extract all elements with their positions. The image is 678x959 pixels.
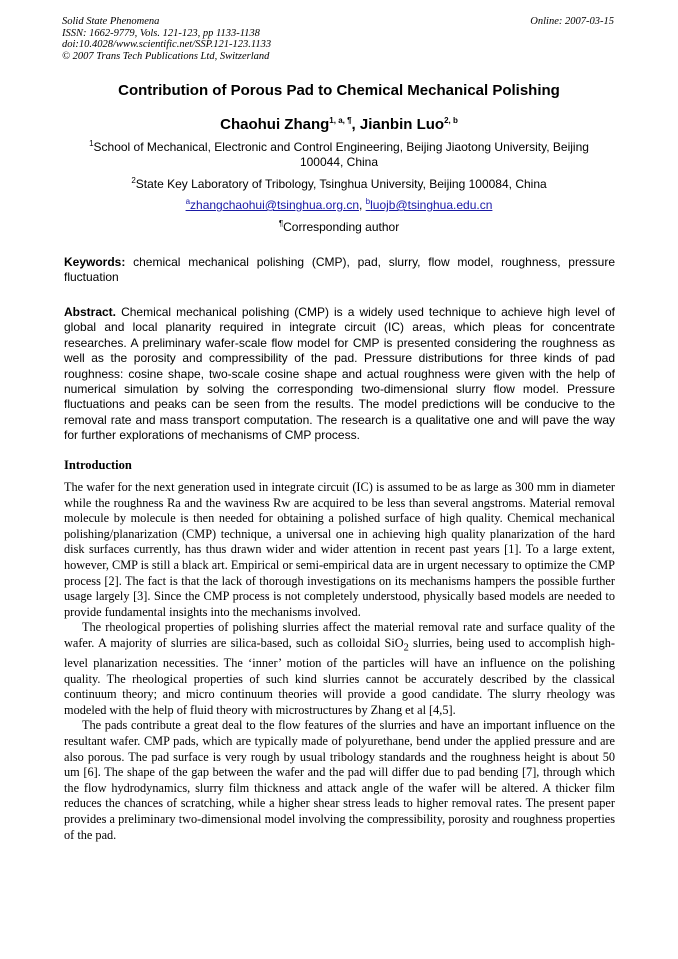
keywords [64, 255, 615, 285]
email-line [40, 198, 638, 212]
subscript: 2 [403, 642, 409, 654]
author-list [40, 116, 638, 133]
author-name: Chaohui Zhang [220, 116, 330, 133]
abstract-text: Chemical mechanical polishing (CMP) is a widely used technique to achieve high level of global and local planarity required in integrate circuit (IC) areas, which pleas for concentrate researches. A preliminary wafer-scale flow model for CMP is presented considering the roughness as well as the porosity and compressibility of the pad. Pressure distributions for three kinds of pad roughness: cosine shape, two-scale cosine shape and actual roughness were given with the help of numerical simulation by solving the corresponding two-dimensional slurry flow model. Pressure fluctuations and peaks can be seen from the results. The model predictions will be conducive to the removal rate and mass transport computation. The research is a qualitative one and will pave the way for further explorations of mechanisms of CMP process. [64, 305, 615, 443]
corresponding-marker: ¶ [278, 219, 284, 228]
doi-line: doi:10.4028/www.scientific.net/SSP.121-123.1133 [62, 39, 272, 50]
email-marker: a [185, 197, 191, 206]
copyright-line: © 2007 Trans Tech Publications Ltd, Switzerland [62, 50, 270, 62]
author-superscript: 2, b [444, 116, 458, 125]
issn-line: ISSN: 1662-9779, Vols. 121-123, pp 1133-1138 [62, 27, 260, 39]
affiliation-marker: 2 [131, 176, 136, 185]
abstract [64, 305, 615, 444]
journal-name: Solid State Phenomena [62, 16, 160, 27]
email-link[interactable] [366, 198, 493, 212]
author-separator: , [351, 116, 360, 133]
affiliation-marker: 1 [89, 139, 94, 148]
email-address: zhangchaohui@tsinghua.org.cn [190, 198, 359, 212]
author-superscript: 1, a, ¶ [329, 116, 352, 125]
author-name: Jianbin Luo [359, 116, 445, 133]
affiliation-text: State Key Laboratory of Tribology, Tsinghua University, Beijing 100084, China [135, 177, 547, 191]
introduction-body [64, 480, 615, 843]
paragraph: The wafer for the next generation used in integrate circuit (IC) is assumed to be as large as 300 mm in diameter while the roughness Ra and the waviness Rw are acquired to be less than several angstroms. Material removal molecule by molecule is then needed for obtaining a polished surface of high quality. Chemical mechanical polishing/planarization (CMP) technique, a universal one in achieving high quality planarization of the hard disk surfaces currently, has thus drawn wider and wider attention in recent past years [1]. To a large extent, however, CMP is still a black art. Empirical or semi-empirical data are in urgent necessary to optimize the CMP process [2]. The fact is that the lack of thorough investigations on its mechanisms hampers the possible further usage largely [3]. Since the CMP process is not completely understood, physically based models are needed to provide fundamental insights into the mechanisms involved. [64, 480, 615, 619]
journal-header [62, 16, 271, 62]
paper-title: Contribution of Porous Pad to Chemical Mechanical Polishing [118, 82, 560, 99]
keywords-text: chemical mechanical polishing (CMP), pad, slurry, flow model, roughness, pressure fluctuation [64, 255, 615, 284]
keywords-label: Keywords: [64, 255, 126, 269]
paragraph [64, 620, 615, 718]
email-address: luojb@tsinghua.edu.cn [370, 198, 493, 212]
online-date: Online: 2007-03-15 [530, 16, 614, 27]
paragraph-text: slurries, being used to accomplish high-level planarization necessities. The ‘inner’ motion of the particles will have an influence on the polishing quality. The rheological properties of such kind slurries cannot be accurately described by the classical continuum theory; and micro continuum theories will provide a good candidate. The slurry rheology was modeled with the help of fluid theory with microstructures by Zhang et al [4,5]. [64, 635, 615, 717]
affiliation-2 [72, 177, 606, 192]
email-link[interactable] [186, 198, 359, 212]
paragraph: The pads contribute a great deal to the flow features of the slurries and have an important influence on the resultant wafer. CMP pads, which are typically made of polyurethane, bend under the applied pressure and are also porous. The pad surface is very rough by usual tribology standards and the roughness height is about 50 um [6]. The shape of the gap between the wafer and the pad will differ due to pad bending [7], through which the flow hydrodynamics, slurry film thickness and attack angle of the wafer will be altered. A thicker film reduces the chances of scratching, while a higher shear stress leads to higher removal rates. The present paper provides a preliminary two-dimensional model involving the compressibility, porosity and roughness properties of the pad. [64, 718, 615, 842]
affiliation-text: School of Mechanical, Electronic and Control Engineering, Beijing Jiaotong University, Beijing 100044, China [93, 140, 589, 169]
section-heading: Introduction [64, 458, 132, 472]
corresponding-author-note [40, 220, 638, 234]
email-marker: b [365, 197, 371, 206]
affiliation-1 [72, 140, 606, 170]
abstract-label: Abstract. [64, 305, 117, 319]
email-separator: , [359, 198, 366, 212]
corresponding-text: Corresponding author [283, 220, 400, 234]
paragraph-text: The rheological properties of polishing slurries affect the material removal rate and surface quality of the wafer. A majority of slurries are silica-based, such as colloidal SiO [64, 620, 615, 650]
